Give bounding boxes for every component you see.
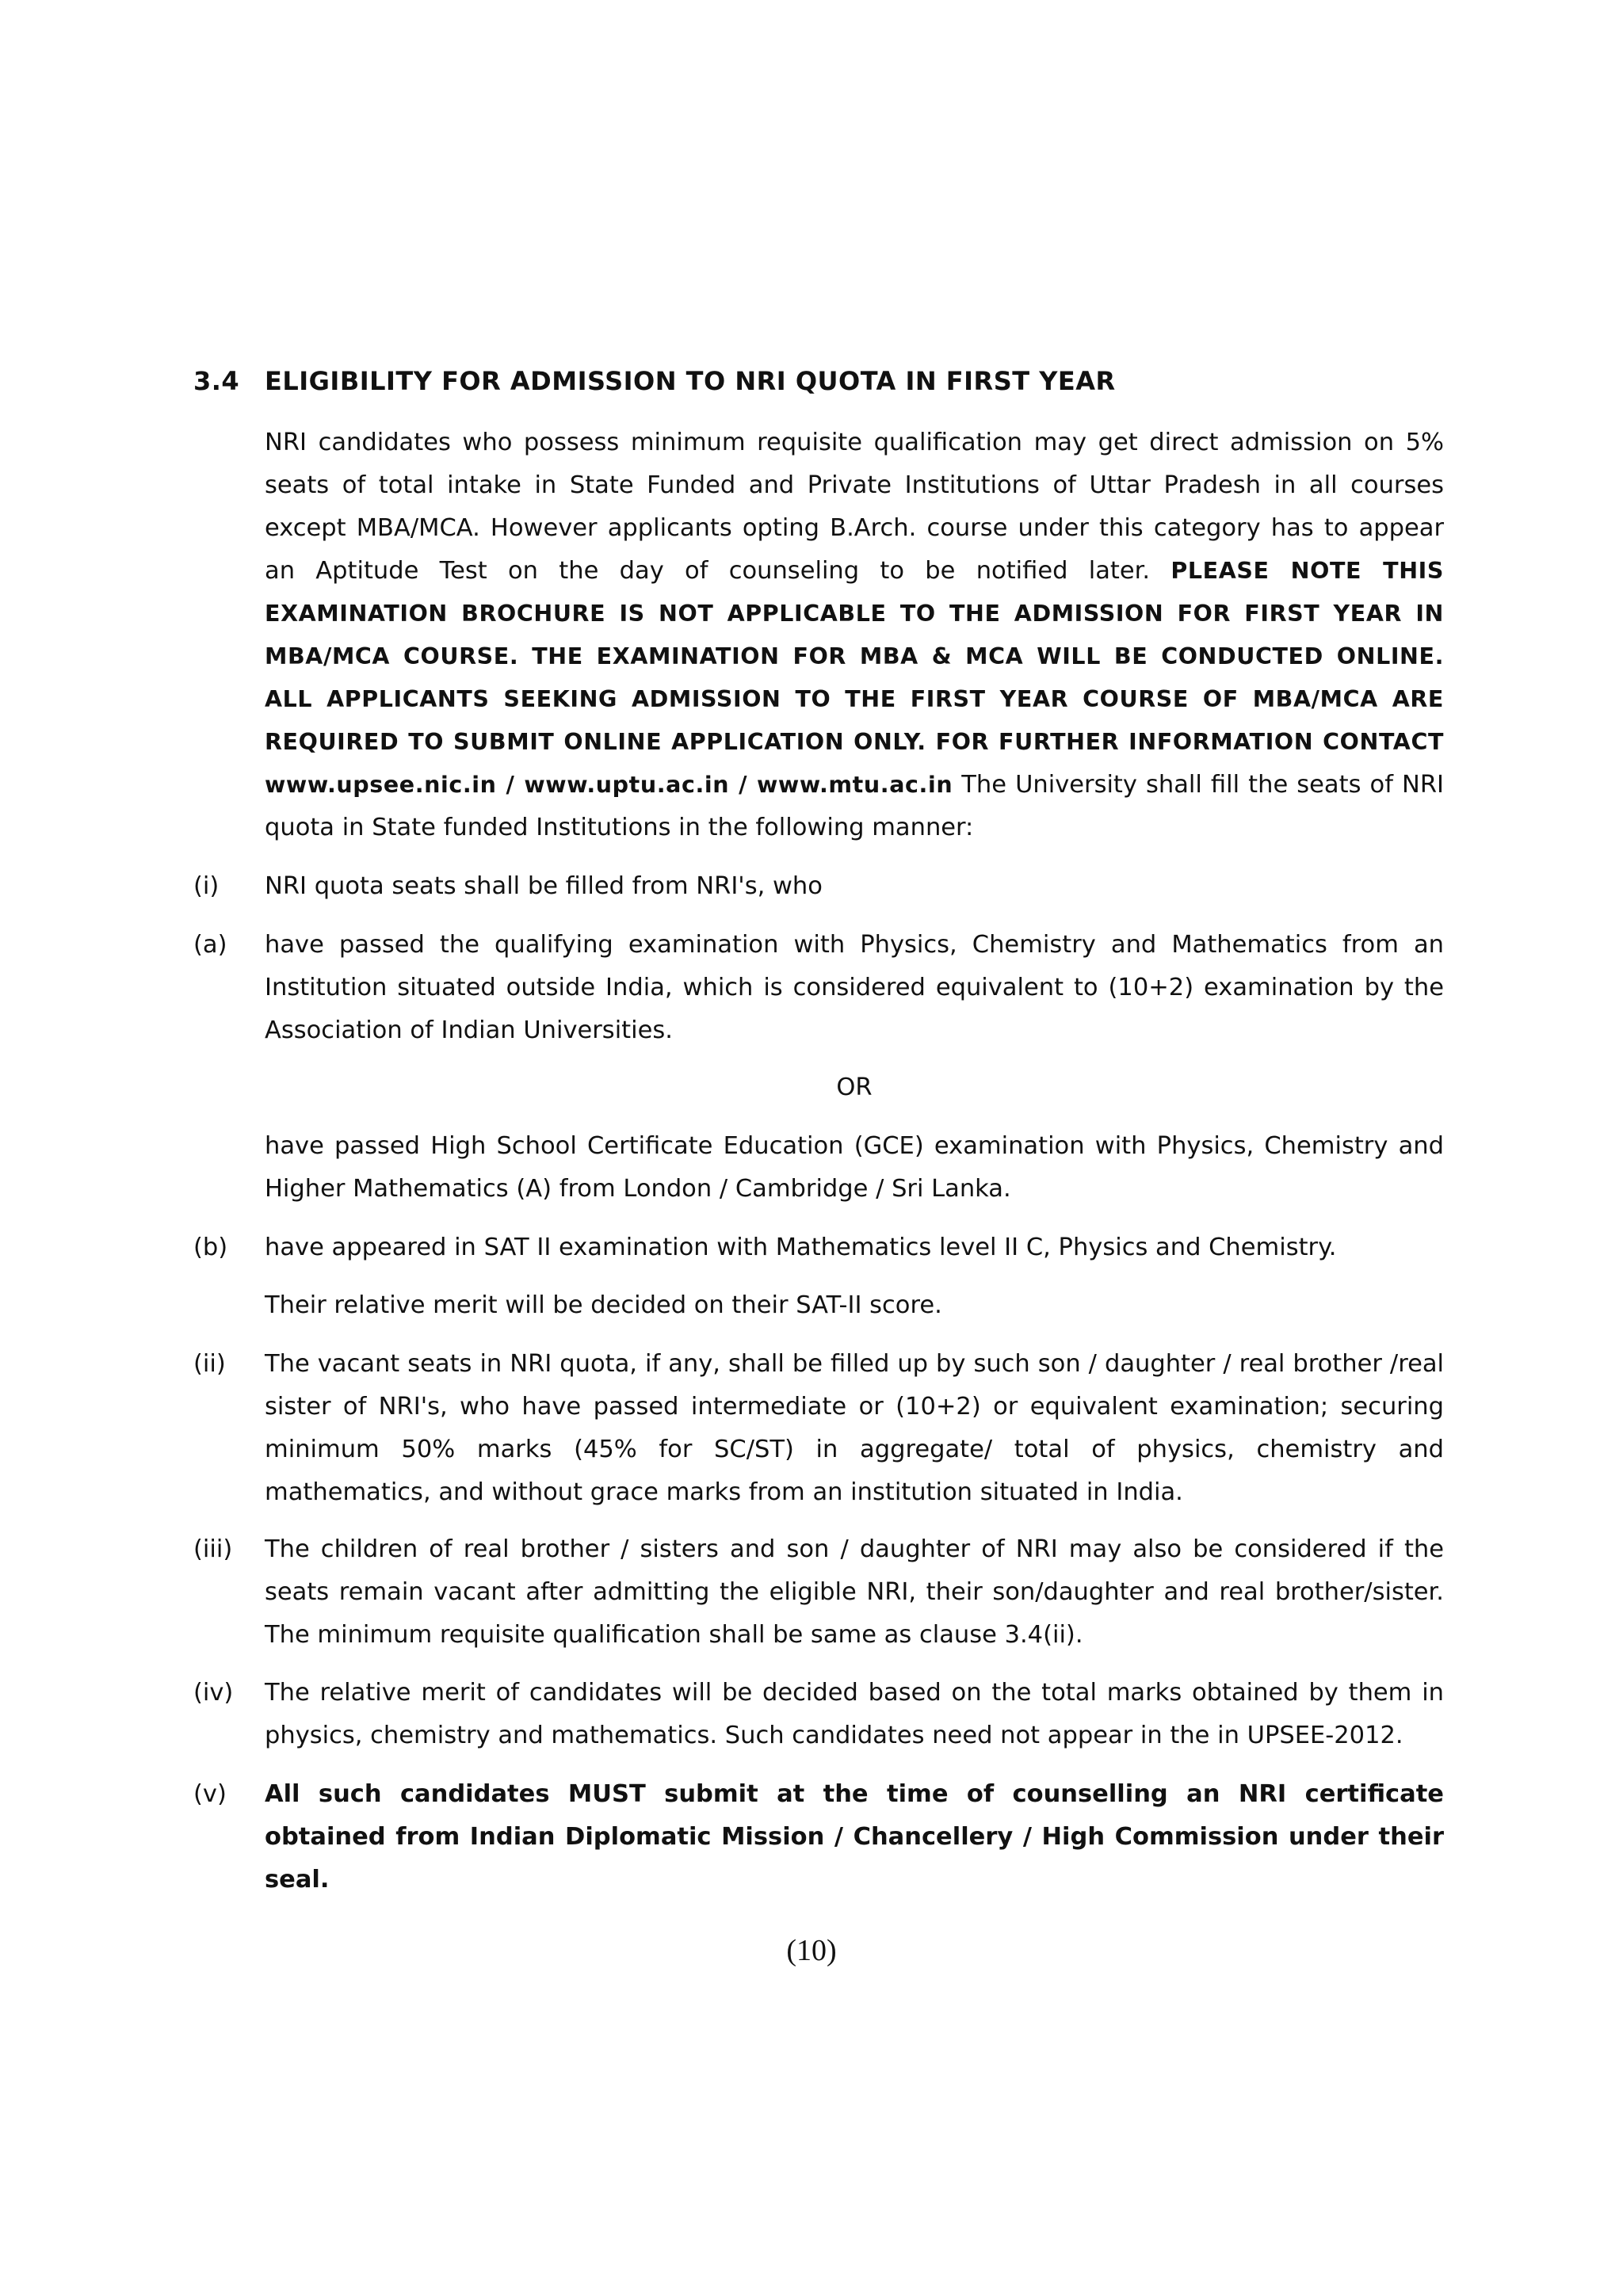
- section-title: ELIGIBILITY FOR ADMISSION TO NRI QUOTA IN FIRST YEAR: [265, 366, 1116, 396]
- item-label-a: (a): [193, 931, 227, 959]
- item-label-i: (i): [193, 872, 220, 900]
- item-label-v: (v): [193, 1780, 227, 1808]
- intro-paragraph: [265, 421, 1444, 849]
- intro-text-after: The University shall fill the seats of NRI quota in State funded Institutions in the following manner:: [265, 771, 1445, 841]
- item-b-text: have appeared in SAT II examination with Mathematics level II C, Physics and Chemistry.: [265, 1234, 1337, 1261]
- item-label-b: (b): [193, 1234, 228, 1261]
- item-ii-text: The vacant seats in NRI quota, if any, shall be filled up by such son / daughter / real brother /real sister of NRI's, who have passed intermediate or (10+2) or equivalent examination; securing minimum 50% marks (45% for SC/ST) in aggregate/ total of physics, chemistry and mathematics, and without grace marks from an institution situated in India.: [265, 1350, 1444, 1506]
- section-heading: [193, 366, 1116, 396]
- page-number: (10): [786, 1934, 837, 1967]
- item-b-note: Their relative merit will be decided on their SAT-II score.: [265, 1291, 942, 1319]
- item-label-ii: (ii): [193, 1350, 226, 1378]
- bold-notice: PLEASE NOTE THIS EXAMINATION BROCHURE IS NOT APPLICABLE TO THE ADMISSION FOR FIRST YEAR IN MBA/MCA COURSE. THE EXAMINATION FOR MBA & MCA WILL BE CONDUCTED ONLINE. ALL APPLICANTS SEEKING ADMISSION TO THE FIRST YEAR COURSE OF MBA/MCA ARE REQUIRED TO SUBMIT ONLINE APPLICATION ONLY. FOR FURTHER INFORMATION CONTACT www.upsee.nic.in / www.uptu.ac.in / www.mtu.ac.in: [265, 558, 1444, 798]
- item-label-iv: (iv): [193, 1679, 234, 1707]
- item-a-alternative: have passed High School Certificate Education (GCE) examination with Physics, Chemistry and Higher Mathematics (A) from London / Cambridge / Sri Lanka.: [265, 1132, 1444, 1203]
- or-separator: OR: [836, 1074, 873, 1101]
- item-iv-text: The relative merit of candidates will be decided based on the total marks obtained by them in physics, chemistry and mathematics. Such candidates need not appear in the in UPSEE-2012.: [265, 1679, 1444, 1749]
- item-i-text: NRI quota seats shall be filled from NRI's, who: [265, 872, 823, 900]
- intro-text: NRI candidates who possess minimum requisite qualification may get direct admission on 5% seats of total intake in State Funded and Private Institutions of Uttar Pradesh in all courses except MBA/MCA. However applicants opting B.Arch. course under this category has to appear an Aptitude Test on the day of counseling to be notified later.: [265, 429, 1444, 585]
- item-v-text: All such candidates MUST submit at the time of counselling an NRI certificate obtained from Indian Diplomatic Mission / Chancellery / High Commission under their seal.: [265, 1780, 1444, 1894]
- item-a-text: have passed the qualifying examination with Physics, Chemistry and Mathematics from an Institution situated outside India, which is considered equivalent to (10+2) examination by the Association of Indian Universities.: [265, 931, 1444, 1044]
- item-iii-text: The children of real brother / sisters and son / daughter of NRI may also be considered if the seats remain vacant after admitting the eligible NRI, their son/daughter and real brother/sister. The minimum requisite qualification shall be same as clause 3.4(ii).: [265, 1535, 1444, 1649]
- item-label-iii: (iii): [193, 1535, 233, 1563]
- section-number: 3.4: [193, 366, 240, 396]
